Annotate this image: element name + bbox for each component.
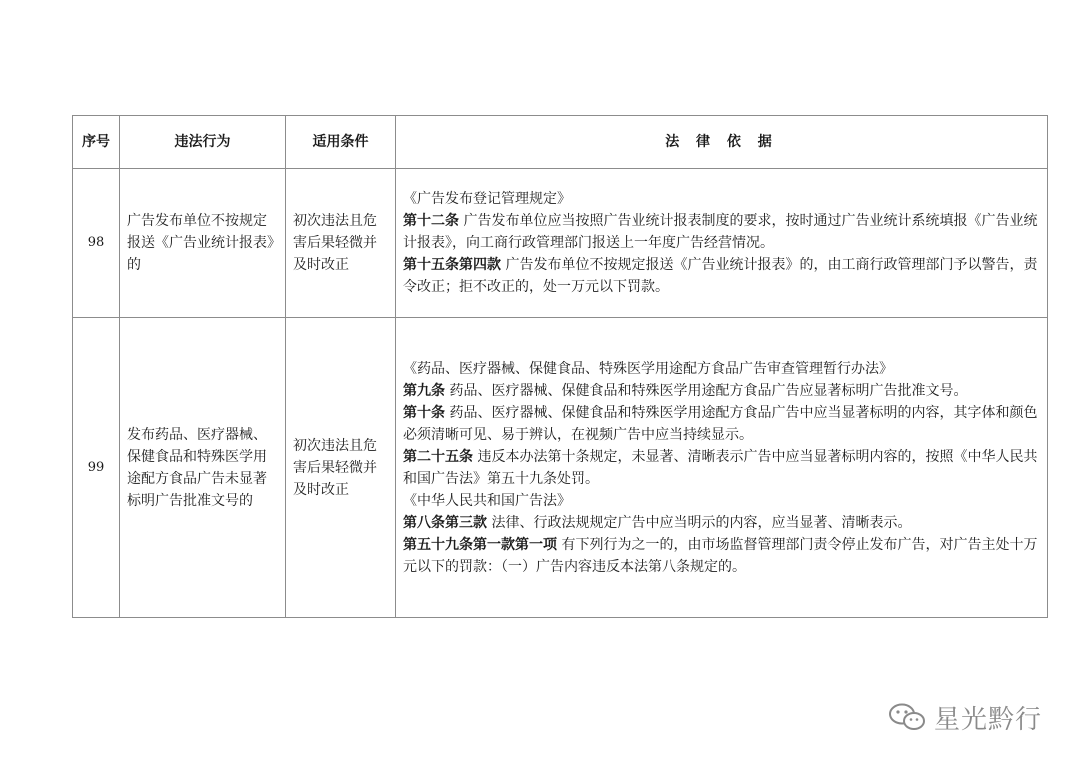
violation-cell: 发布药品、医疗器械、保健食品和特殊医学用途配方食品广告未显著标明广告批准文号的: [120, 318, 286, 618]
article-text: 广告发布单位不按规定报送《广告业统计报表》的，由工商行政管理部门予以警告，责令改正；拒不改正的，处一万元以下罚款。: [403, 257, 1038, 295]
header-condition: 适用条件: [286, 116, 396, 169]
article-text: 广告发布单位应当按照广告业统计报表制度的要求，按时通过广告业统计系统填报《广告业统计报表》，向工商行政管理部门报送上一年度广告经营情况。: [403, 213, 1038, 251]
condition-cell: 初次违法且危害后果轻微并及时改正: [286, 318, 396, 618]
regulation-title-text: 《广告发布登记管理规定》: [403, 191, 571, 207]
article-number: 第十五条第四款: [403, 257, 501, 273]
article-text: 药品、医疗器械、保健食品和特殊医学用途配方食品广告中应当显著标明的内容，其字体和颜色必须清晰可见、易于辨认，在视频广告中应当持续显示。: [403, 404, 1038, 443]
article-text: 药品、医疗器械、保健食品和特殊医学用途配方食品广告应显著标明广告批准文号。: [445, 382, 968, 399]
regulation-title: [403, 188, 1041, 210]
law-table: [72, 115, 1048, 618]
watermark-text: 星光黔行: [934, 704, 1043, 735]
regulation-title-text: 《中华人民共和国广告法》: [403, 492, 571, 509]
article-clause: [403, 254, 1041, 298]
row-number: 99: [73, 318, 120, 618]
article-clause: [403, 512, 1041, 534]
article-text: 法律、行政法规规定广告中应当明示的内容，应当显著、清晰表示。: [487, 514, 912, 531]
article-number: 第八条第三款: [403, 514, 487, 531]
legal-basis-cell: [396, 169, 1048, 318]
article-clause: [403, 402, 1041, 446]
article-clause: [403, 446, 1041, 490]
header-number: 序号: [73, 116, 120, 169]
header-legal-basis: [396, 116, 1048, 169]
regulation-title: [403, 358, 1041, 380]
article-number: 第十二条: [403, 213, 459, 229]
condition-cell: 初次违法且危害后果轻微并及时改正: [286, 169, 396, 318]
regulation-title: [403, 490, 1041, 512]
article-text: 有下列行为之一的，由市场监督管理部门责令停止发布广告，对广告主处十万元以下的罚款：（一）广告内容违反本法第八条规定的。: [403, 536, 1038, 575]
violation-cell: 广告发布单位不按规定报送《广告业统计报表》的: [120, 169, 286, 318]
article-number: 第五十九条第一款第一项: [403, 536, 557, 553]
table-row: [73, 318, 1048, 618]
table-header-row: [73, 116, 1048, 169]
article-number: 第二十五条: [403, 448, 473, 465]
regulation-title-text: 《药品、医疗器械、保健食品、特殊医学用途配方食品广告审查管理暂行办法》: [403, 360, 893, 377]
header-violation: 违法行为: [120, 116, 286, 169]
article-clause: [403, 380, 1041, 402]
watermark: [888, 697, 1058, 737]
row-number: 98: [73, 169, 120, 318]
article-number: 第十条: [403, 404, 445, 421]
wechat-icon: [888, 702, 926, 732]
article-clause: [403, 210, 1041, 254]
legal-basis-cell: [396, 318, 1048, 618]
article-text: 违反本办法第十条规定，未显著、清晰表示广告中应当显著标明内容的，按照《中华人民共和国广告法》第五十九条处罚。: [403, 448, 1038, 487]
header-legal-basis-label: 法 律 依 据: [665, 134, 778, 150]
table-row: [73, 169, 1048, 318]
article-number: 第九条: [403, 382, 445, 399]
article-clause: [403, 534, 1041, 578]
